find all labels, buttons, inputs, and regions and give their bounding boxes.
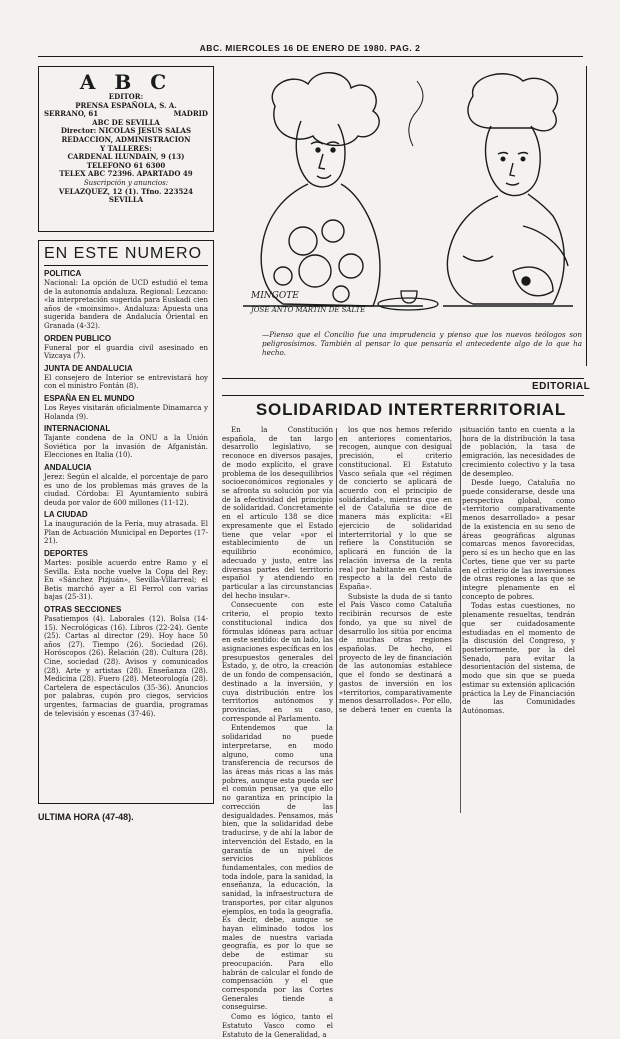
index-section-title: POLITICA bbox=[44, 269, 82, 278]
column-divider-2 bbox=[460, 428, 461, 813]
index-box bbox=[38, 240, 214, 804]
subscription-label: Suscripción y anuncios: bbox=[83, 178, 169, 187]
index-section bbox=[44, 424, 208, 460]
editorial-top-rule bbox=[222, 378, 584, 379]
street-address: CARDENAL ILUNDAIN, 9 (13) bbox=[67, 152, 185, 162]
editorial-paragraph: Subsiste la duda de si tanto el País Vasco como Cataluña recibirán recursos de este fondo, ya que su nivel de desarrollo los sitúa por encima de muchas otras regiones españolas. De hecho, el proyecto de ley de financiación de las autonomías establece que el fondo se destinará a gastos de inversión en los «territorios, comparativamente menos desarrollados». Por ello, se deberá tener en cuenta la situación tanto en cuenta a la hora de la distribución la tasa de población, la tasa de emigración, las necesidades de crecimiento colectivo y la tasa de desempleo. bbox=[339, 425, 575, 714]
editorial-column-2 bbox=[339, 426, 575, 816]
redaccion-line-2: Y TALLERES: bbox=[100, 143, 152, 153]
index-section bbox=[44, 605, 208, 718]
index-section bbox=[44, 463, 208, 507]
masthead-box bbox=[38, 66, 214, 232]
editorial-label: EDITORIAL bbox=[532, 381, 591, 392]
index-section bbox=[44, 394, 208, 421]
index-section bbox=[44, 549, 208, 602]
index-section-body: La inauguración de la Feria, muy atrasada. El Plan de Actuación Municipal en Deportes (17-21). bbox=[44, 520, 208, 546]
index-section-title: INTERNACIONAL bbox=[44, 424, 111, 434]
address-street: SERRANO, 61 bbox=[44, 109, 99, 119]
column-divider-1 bbox=[336, 428, 337, 813]
publisher-name: PRENSA ESPAÑOLA, S. A. bbox=[75, 100, 177, 110]
cartoon-illustration bbox=[223, 66, 581, 328]
subscription-address: VELAZQUEZ, 12 (1). Tfno. 223524 bbox=[58, 186, 194, 196]
index-section-body: Pasatiempos (4). Laborales (12). Bolsa (14-15). Necrológicas (16). Libros (22-24). Gente (25). Cartas al director (29). Hoy hace 50 años (27). Tiempo (26). Sociedad (26). Horóscopos (26). Relación (28). Cultura (28). Cine, sociedad (28). Avisos y comunicados (28). Arte y artistas (28). Enseñanza (28). Medicina (28). Fuero (28). Meteorología (28). Cartelera de espectáculos (35-36). Anuncios por palabras, cupón pro ciegos, servicios urgentes, farmacias de guardia, programas de televisión y escenas (37-46). bbox=[44, 615, 208, 718]
index-section bbox=[44, 364, 208, 391]
editorial-paragraph: Consecuente con este criterio, el propio texto constitucional indica dos fórmulas idóneas para actuar en este sentido: de un lado, las asignaciones específicas en los presupuestos generales del Estado, y, de otro, la creación de un fondo de compensación, destinado a la inversión, y cuya distribución entre los territorios autónomos y provincias, en su caso, corresponde al Parlamento. bbox=[222, 600, 333, 723]
editorial-paragraph: Como es lógico, tanto el Estatuto Vasco como el Estatuto de la Generalidad, a bbox=[222, 1012, 333, 1039]
index-section bbox=[44, 269, 208, 331]
index-section-body: Martes: posible acuerdo entre Ramo y el Sevilla. Esta noche vuelve la Copa del Rey: En «Sánchez Pizjuán», Sevilla-Villarreal; el Betis marchó ayer a El Ferrol con varias bajas (25-31). bbox=[44, 559, 208, 602]
editorial-paragraph: En la Constitución española, de tan largo desarrollo legislativo, se reconoce en diversos pasajes, de modo explícito, el grave problema de los desequilibrios socioeconómicos regionales y se afronta su solución por vía de la efectividad del principio de solidaridad. Concretamente en el artículo 138 se dice expresamente que el Estado tiene que velar «por el establecimiento de un equilibrio económico, adecuado y justo, entre las diversas partes del territorio español y atendiendo en particular a las circunstancias del hecho insular». bbox=[222, 425, 333, 600]
index-section-title: DEPORTES bbox=[44, 549, 89, 559]
index-section-body: Tajante condena de la ONU a la Unión Soviética por la invasión de Afganistán. Elecciones en Italia (10). bbox=[44, 434, 208, 460]
index-section-body: El consejero de Interior se entrevistará hoy con el ministro Fontán (8). bbox=[44, 373, 208, 391]
redaccion-line-1: REDACCION, ADMINISTRACION bbox=[61, 134, 191, 144]
director-name: Director: NICOLAS JESUS SALAS bbox=[60, 126, 192, 136]
editorial-label-rule bbox=[222, 395, 584, 396]
index-section-body: Los Reyes visitarán oficialmente Dinamarca y Holanda (9). bbox=[44, 403, 208, 421]
index-section-title: ANDALUCIA bbox=[44, 462, 92, 472]
index-section-body: Nacional: La opción de UCD estudió el tema de la autonomía andaluza. Regional: Lezcano: «la interpretación sugerida para Euskadi cien años de «moinsimo». Andaluza: Apuesta una sugerida bandera de Andalucía Oriental en Granada (4-32). bbox=[44, 279, 208, 330]
index-section-title: LA CIUDAD bbox=[44, 510, 88, 520]
cartoon-signature: MINGOTE bbox=[251, 291, 299, 301]
telex-line: TELEX ABC 72396. APARTADO 49 bbox=[59, 169, 193, 179]
city-name: SEVILLA bbox=[108, 195, 144, 205]
header-rule bbox=[38, 56, 583, 57]
cartoon-signature-2: JOSE ANTO MARTIN DE SALTE bbox=[251, 306, 366, 314]
editor-label: EDITOR: bbox=[108, 92, 144, 101]
index-section-title: ESPAÑA EN EL MUNDO bbox=[44, 393, 135, 403]
editorial-paragraph: Entendemos que la solidaridad no puede interpretarse, en modo alguno, como una transferencia de recursos de las áreas más ricas a las más pobres, aunque esta pueda ser el común pensar, ya que ello no garantiza en principio la corrección de las desigualdades. Pensamos, más bien, que la solidaridad debe traducirse, y de ahí la labor de intervención del Estado, en la garantía de un nivel de servicios públicos fundamentales, con medios de toda índole, para la sanidad, la enseñanza, la educación, la sanidad, la infraestructura de transportes, por citar algunos ejemplos, en toda la geografía. Es decir, debe, aunque se hayan eliminado todos los males de nuestra variada geografía, es por lo que se debe de estimar su preocupación. Para ello habrán de calcular el fondo de compensación y el que corresponda por las Cortes Generales tiende a conseguirse. bbox=[222, 723, 333, 1012]
phone-number: TELEFONO 61 6300 bbox=[86, 160, 166, 170]
index-section-title: OTRAS SECCIONES bbox=[44, 605, 122, 615]
address-city: MADRID bbox=[173, 109, 208, 119]
index-section bbox=[44, 510, 208, 546]
index-section-title: ORDEN PUBLICO bbox=[44, 333, 112, 343]
index-title: EN ESTE NUMERO bbox=[44, 245, 208, 266]
index-section-title: JUNTA DE ANDALUCIA bbox=[44, 363, 133, 373]
abc-logo: A B C bbox=[79, 70, 173, 94]
edition-name: ABC DE SEVILLA bbox=[92, 117, 160, 127]
index-section bbox=[44, 334, 208, 361]
running-head: ABC. MIERCOLES 16 DE ENERO DE 1980. PAG. 2 bbox=[199, 43, 421, 53]
editorial-paragraph: los que nos hemos referido en anteriores comentarios, recogen, aunque con desigual precisión, el criterio constitucional. El Estatuto Vasco señala que «el régimen de concierto se aplicará de acuerdo con el principio de solidaridad», mientras que en el de Cataluña se dice de manera más explícita: «El ejercicio de solidaridad interterritorial y lo que se refiere la Constitución se aplicará en función de la relación inversa de la renta real por habitante en Cataluña respecto a la del resto de España». bbox=[339, 425, 452, 591]
ultima-hora: ULTIMA HORA (47-48). bbox=[38, 812, 134, 822]
cartoon-side-rule bbox=[586, 66, 587, 366]
cartoon-caption: —Pienso que el Concilio fue una imprudencia y pienso que los nuevos teólogos son peligrosísimos. También al pensar lo que pensaría el antecedente algo de lo que ha hecho. bbox=[262, 330, 582, 357]
index-sections bbox=[44, 269, 208, 718]
editorial-paragraph: Desde luego, Cataluña no puede considerarse, desde una perspectiva global, como «territorio comparativamente menos desarrollado» a pesar de la existencia en su seno de áreas geográficas algunas comarcas menos favorecidas, pero sí es un hecho que en las Cortes, tiene que ver su parte en el criterio de las inversiones de otras regiones a las que se integre plenamente en el concepto de pobres. bbox=[462, 478, 575, 601]
editorial-column-1 bbox=[222, 425, 333, 1039]
index-section-body: Funeral por el guardia civil asesinado en Vizcaya (7). bbox=[44, 343, 208, 361]
editorial-title: SOLIDARIDAD INTERTERRITORIAL bbox=[255, 400, 567, 419]
index-section-body: Jerez: Según el alcalde, el porcentaje de paro es uno de los problemas más graves de la ciudad. Córdoba: El Ayuntamiento subirá deuda por valor de 600 millones (11-12). bbox=[44, 472, 208, 507]
editorial-paragraph: Todas estas cuestiones, no plenamente resueltas, tendrán que ser cuidadosamente estudiadas en el momento de la discusión del Congreso, y posteriormente, por la del Senado, para evitar la desorientación del sistema, de modo que sin que se pueda estimar su extensión aplicación práctica la Ley de Financiación de las Comunidades Autónomas. bbox=[462, 601, 575, 715]
